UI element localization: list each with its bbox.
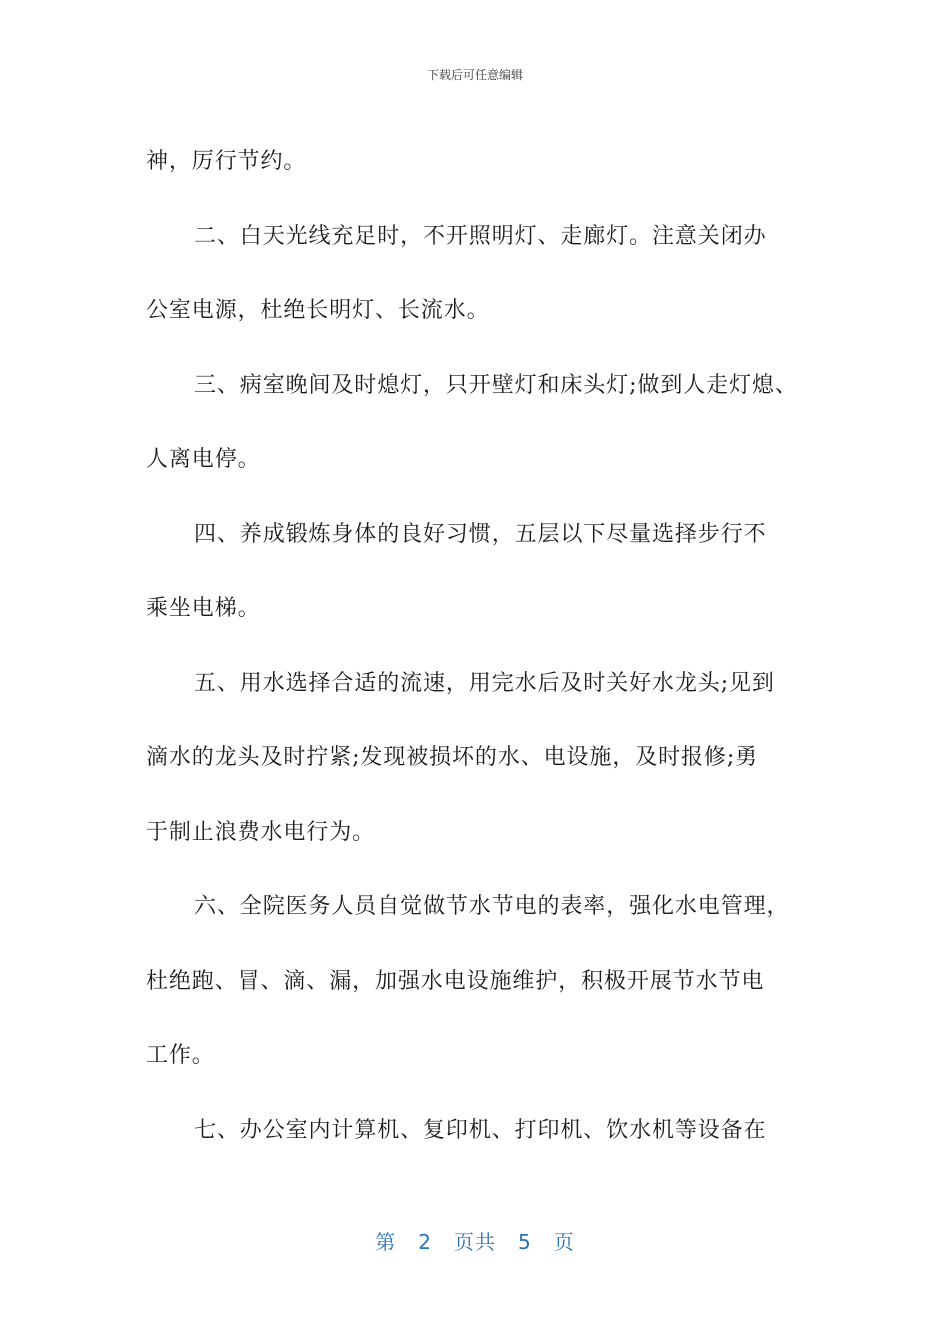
document-body	[146, 125, 814, 1168]
body-line: 于制止浪费水电行为。	[146, 819, 376, 845]
current-page-number: 2	[418, 1230, 432, 1254]
page-label-mid: 页共	[454, 1230, 496, 1254]
body-line: 工作。	[146, 1043, 215, 1068]
page-label-suffix: 页	[553, 1230, 575, 1254]
body-line: 神，厉行节约。	[146, 149, 307, 174]
body-line: 四、养成锻炼身体的良好习惯，五层以下尽量选择步行不	[194, 521, 767, 547]
header-note: 下载后可任意编辑	[426, 68, 523, 82]
body-line: 乘坐电梯。	[146, 596, 261, 621]
page-label-prefix: 第	[375, 1230, 397, 1254]
body-line: 六、全院医务人员自觉做节水节电的表率，强化水电管理，	[194, 894, 790, 919]
body-line: 二、白天光线充足时，不开照明灯、走廊灯。注意关闭办	[194, 223, 767, 249]
body-line: 公室电源，杜绝长明灯、长流水。	[146, 298, 490, 323]
body-line: 七、办公室内计算机、复印机、打印机、饮水机等设备在	[194, 1117, 767, 1143]
body-line: 五、用水选择合适的流速，用完水后及时关好水龙头;见到	[194, 670, 775, 696]
body-line: 杜绝跑、冒、滴、漏，加强水电设施维护，积极开展节水节电	[146, 968, 765, 994]
body-line: 三、病室晚间及时熄灯，只开壁灯和床头灯;做到人走灯熄、	[194, 372, 798, 398]
body-line: 滴水的龙头及时拧紧;发现被损坏的水、电设施，及时报修;勇	[146, 745, 759, 770]
page-footer	[0, 1226, 950, 1255]
body-line: 人离电停。	[146, 447, 261, 472]
total-pages-number: 5	[518, 1230, 532, 1254]
